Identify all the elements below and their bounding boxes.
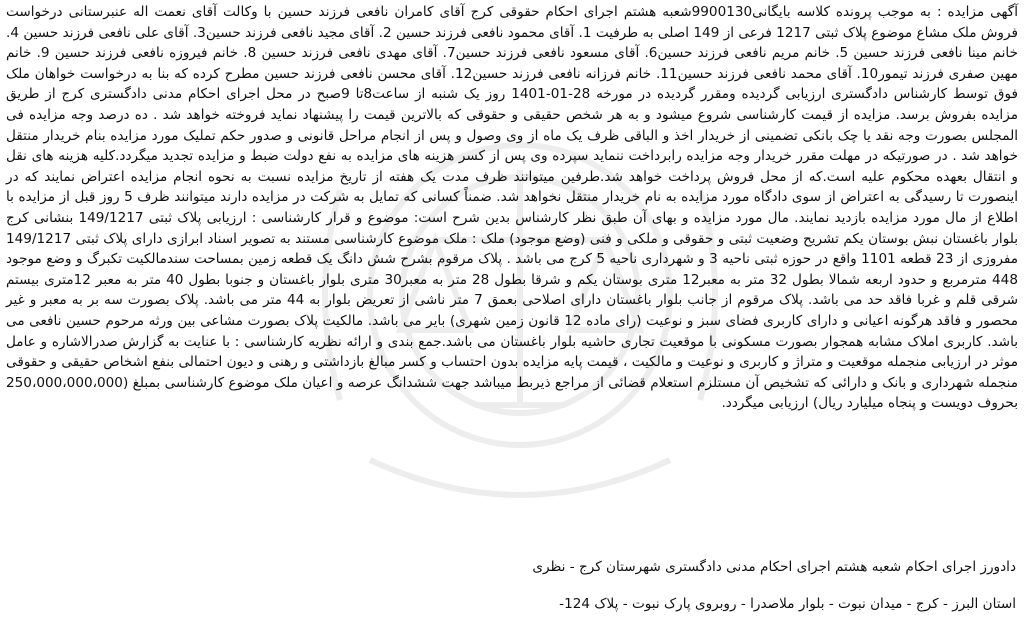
office-address-line: استان البرز - کرج - میدان نبوت - بلوار ملاصدرا - روبروی پارک نبوت - پلاک 124- <box>559 596 1016 612</box>
enforcement-officer-line: دادورز اجرای احکام شعبه هشتم اجرای احکام مدنی دادگستری شهرستان کرج - نظری <box>532 559 1016 575</box>
notice-body: آگهی مزایده : به موجب پرونده کلاسه بایگانی9900130شعبه هشتم اجرای احکام حقوقی کرج آقای کامران نافعی فرزند حسین با وکالت آقای نعمت اله عنبرستانی درخواست فروش ملک مشاع موضوع پلاک ثبتی 1217 فرعی از 149 اصلی به طرفیت 1. آقای محمود نافعی فرزند حسین 2. آقای مجید نافعی فرزند حسین3. آقای علی نافعی فرزند حسین 4. خانم مینا نافعی فرزند حسین 5. خانم مریم نافعی فرزند حسین6. آقای مسعود نافعی فرزند حسین7. آقای مهدی نافعی فرزند حسین 8. خانم فیروزه نافعی فرزند حسین 9. خانم مهین صفری فرزند تیمور10. آقای محمد نافعی فرزند حسین11. خانم فرزانه نافعی فرزند حسین12. آقای محسن نافعی فرزند حسین مطرح کرده که بنا به درخواست خواهان ملک فوق توسط کارشناس دادگستری ارزیابی گردیده ومقرر گردیده در مورخه 28-01-1401 روز یک شنبه از ساعت8تا 9صبح در محل اجرای احکام مدنی دادگستری کرج از طریق مزایده بفروش برسد. مزایده از قیمت کارشناسی شروع میشود و به هر شخص حقیقی و حقوقی که بالاترین قیمت را پیشنهاد نماید فروخته خواهد شد . ده درصد وجه مزایده فی المجلس بصورت وجه نقد یا چک بانکی تضمینی از خریدار اخذ و الباقی ظرف یک ماه از وی وصول و پس از انجام مراحل قانونی و صدور حکم تملیک مورد مزایده بنام خریدار منتقل خواهد شد . در صورتیکه در مهلت مقرر خریدار وجه مزایده رابرداخت ننماید سپرده وی پس از کسر هزینه های مزایده به نفع دولت ضبط و مزایده تجدید میگردد.کلیه هزینه های نقل و انتقال بعهده محکوم علیه است.که از محل فروش پرداخت خواهد شد.طرفین میتوانند ظرف مدت یک هفته از تاریخ مزایده نسبت به نحوه انجام مزایده اعتراض نمایند که در اینصورت تا رسیدگی به اعتراض از سوی دادگاه مورد مزایده به نام خریدار منتقل نخواهد شد. ضمناً کسانی که تمایل به شرکت در مزایده دارند میتوانند ظرف 5 روز قبل از مزایده با اطلاع از مال مورد مزایده بازدید نمایند. مال مورد مزایده و بهای آن طبق نظر کارشناس بدین شرح است: موضوع و قرار کارشناسی : ارزیابی پلاک ثبتی 149/1217 بنشانی کرج بلوار باغستان نبش بوستان یکم تشریح وضعیت ثبتی و حقوقی و ملکی و فنی (وضع موجود) ملک : ملک موضوع کارشناسی مستند به تصویر اسناد ابرازی دارای پلاک ثبتی 149/1217 مفروزی از 23 قطعه 1101 واقع در حوزه ثبتی ناحیه 3 و شهرداری ناحیه 5 کرج می باشد . پلاک مرقوم بشرح شش دانگ یک قطعه زمین بمساحت سندمالکیت تکبرگ و وضع موجود 448 مترمربع و حدود اربعه شمالا بطول 32 متر به معبر12 متری بوستان یکم و شرقا بطول 28 متر به معبر30 متری بلوار باغستان و جنوبا بطول 40 متر به معبر 12متری بیستم شرقی قلم و غربا فاقد حد می باشد. پلاک مرقوم از جانب بلوار باغستان دارای اصلاحی بعمق 7 متر ناشی از تعریض بلوار به 44 متر می باشد. پلاک بصورت سه بر به معبر و غیر محصور و فاقد هرگونه اعیانی و دارای کاربری فضای سبز و نوعیت (رای ماده 12 قانون زمین شهری) بایر می باشد. مالکیت پلاک بصورت مشاعی بین ورثه مرحوم حسین نافعی می باشد. کاربری املاک مشابه همجوار بصورت مسکونی با موقعیت تجاری حاشیه بلوار باغستان می باشد.جمع بندی و ارائه نظریه کارشناسی : با عنایت به گزارش صدرالاشاره و عامل موثر در ارزیابی منجمله موقعیت و متراژ و کاربری و نوعیت و مالکیت ، قیمت پایه مزایده بدون احتساب و کسر مبالغ بازداشتی و رهنی و دیون احتمالی بنفع اشخاص حقیقی و حقوقی منجمله شهرداری و بانک و دارائی که تشخیص آن مستلزم استعلام قضائی از مراجع ذیربط میباشد جهت ششدانگ عرصه و اعیان ملک موضوع کارشناسی بمبلغ (250،000،000،000 بحروف دویست و پنجاه میلیارد ریال) ارزیابی میگردد. <box>6 4 1019 412</box>
auction-notice-text <box>6 2 1018 414</box>
